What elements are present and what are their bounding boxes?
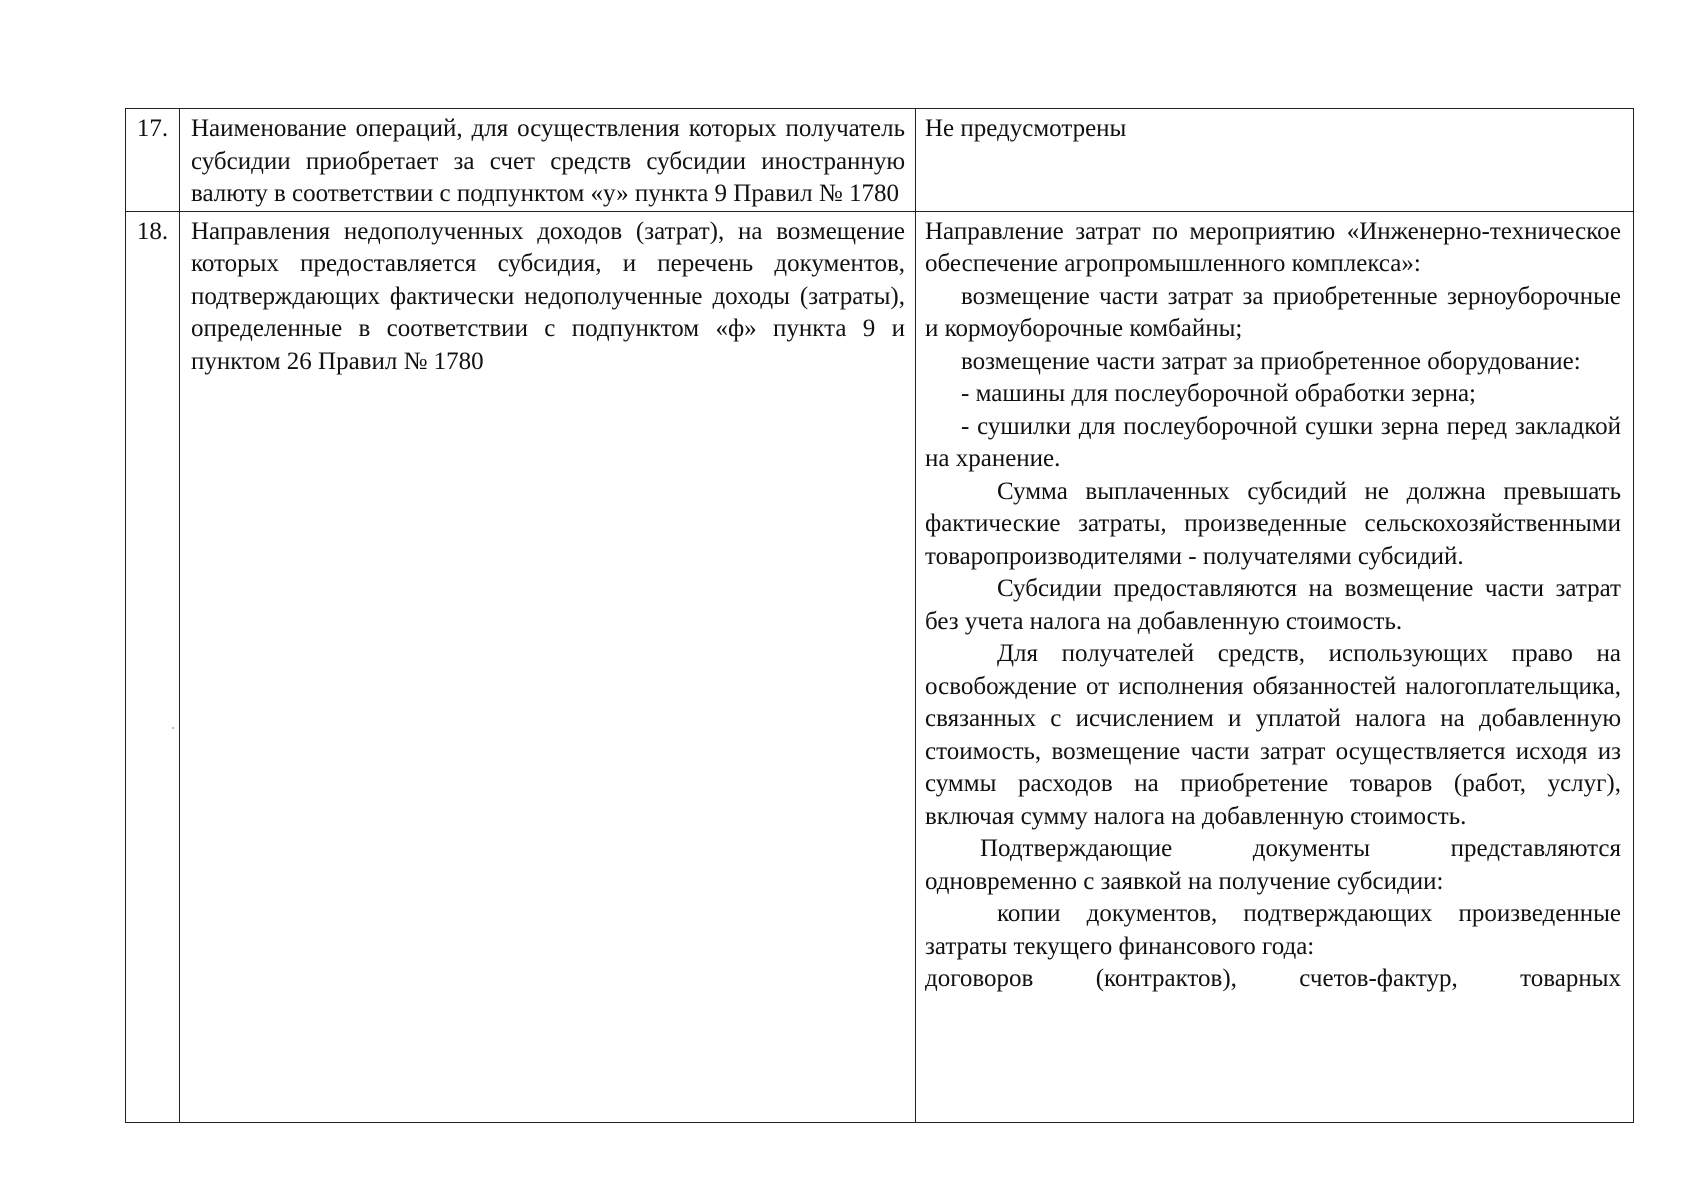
- subsidy-parameters-table: [125, 108, 1634, 1123]
- value-paragraph: договоров (контрактов), счетов-фактур, товарных: [925, 965, 1621, 992]
- value-paragraph: возмещение части затрат за приобретенные зерноуборочные и кормоуборочные комбайны;: [925, 282, 1621, 342]
- value-paragraph: Для получателей средств, использующих право на освобождение от исполнения обязанностей налогоплательщика, связанных с исчислением и уплатой налога на добавленную стоимость, возмещение части затрат осуществляется исходя из суммы расходов на приобретение товаров (работ, услуг), включая сумму налога на добавленную стоимость.: [925, 640, 1621, 830]
- table-row-18: [126, 211, 1634, 1122]
- value-list-item: - машины для послеуборочной обработки зерна;: [961, 380, 1476, 407]
- row-number: 17.: [136, 115, 169, 142]
- parameter-value-cell: [916, 211, 1634, 1122]
- row-number-cell: [126, 109, 180, 212]
- value-paragraph: Субсидии предоставляются на возмещение части затрат без учета налога на добавленную стоимость.: [925, 575, 1621, 635]
- parameter-name: Направления недополученных доходов (затрат), на возмещение которых предоставляется субсидия, и перечень документов, подтверждающих фактически недополученные доходы (затраты), определенные в соответствии с подпунктом «ф» пункта 9 и пунктом 26 Правил № 1780: [191, 217, 905, 375]
- value-paragraph: копии документов, подтверждающих произведенные затраты текущего финансового года:: [925, 900, 1621, 960]
- parameter-value: Не предусмотрены: [925, 115, 1127, 142]
- value-paragraph: возмещение части затрат за приобретенное оборудование:: [961, 347, 1581, 375]
- value-paragraph: Направление затрат по мероприятию «Инженерно-техническое обеспечение агропромышленного комплекса»:: [925, 217, 1621, 277]
- row-number-cell: [126, 211, 180, 1122]
- parameter-name: Наименование операций, для осуществления которых получатель субсидии приобретает за счет средств субсидии иностранную валюту в соответствии с подпунктом «у» пункта 9 Правил № 1780: [191, 115, 905, 207]
- parameter-value-cell: [916, 109, 1634, 212]
- table-row-17: [126, 109, 1634, 212]
- parameter-name-cell: [180, 109, 916, 212]
- row-number: 18.: [136, 217, 169, 245]
- value-list-item: - сушилки для послеуборочной сушки зерна перед закладкой на хранение.: [925, 412, 1621, 472]
- parameter-name-cell: [180, 211, 916, 1122]
- value-paragraph: Подтверждающие документы представляются одновременно с заявкой на получение субсидии:: [925, 835, 1621, 895]
- parameter-value: [916, 212, 1633, 996]
- scan-speck: [172, 727, 174, 729]
- value-paragraph: Сумма выплаченных субсидий не должна превышать фактические затраты, произведенные сельскохозяйственными товаропроизводителями - получателями субсидий.: [925, 477, 1621, 570]
